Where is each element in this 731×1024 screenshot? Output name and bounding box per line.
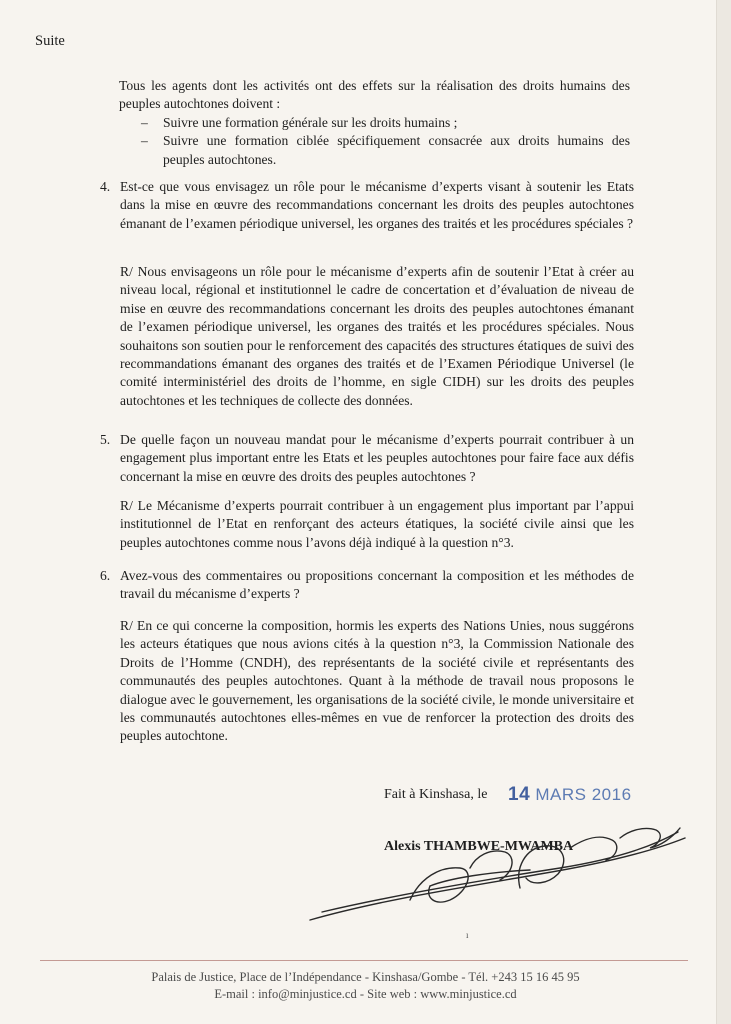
answer-6-text: R/ En ce qui concerne la composition, hormis les experts des Nations Unies, nous suggérons les acteurs étatiques que nous avions cités à la question n°3, la Commission Nationale des Droits de l’Homme (CNDH), des représentants de la société civile et représentants des communautés des peuples autochtones. Quant à la méthode de travail nous proposons le dialogue avec le gouvernement, les organisations de la société civile, le monde universitaire et les communautés autochtones elles-mêmes en vue de renforcer la protection des droits des peuples autochtone. — [120, 618, 634, 744]
question-4-number: 4. — [100, 179, 111, 194]
question-5-text: De quelle façon un nouveau mandat pour le mécanisme d’experts pourrait contribuer à un engagement plus important entre les Etats et les peuples autochtones pour faire face aux défis concernant la mise en œuvre des droits des peuples autochtones ? — [120, 432, 634, 484]
date-stamp — [508, 784, 632, 806]
intro-item-text: Suivre une formation ciblée spécifiquement consacrée aux droits humains des peuples autochtones. — [163, 133, 630, 167]
handwritten-signature — [300, 808, 700, 938]
dash-bullet: – — [141, 133, 148, 149]
small-mark-icon: ı — [466, 930, 469, 940]
dash-bullet: – — [141, 114, 148, 130]
place-date-line: Fait à Kinshasa, le — [384, 787, 488, 802]
footer-address: Palais de Justice, Place de l’Indépendance - Kinshasa/Gombe - Tél. +243 15 16 45 95 — [151, 970, 580, 984]
signer-name: Alexis THAMBWE-MWAMBA — [384, 839, 574, 854]
suite-label: Suite — [35, 33, 65, 49]
intro-block — [119, 77, 630, 169]
question-6-number: 6. — [100, 568, 111, 583]
question-6-text: Avez-vous des commentaires ou propositions concernant la composition et les méthodes de travail du mécanisme d’experts ? — [120, 568, 634, 602]
answer-4-text: R/ Nous envisageons un rôle pour le mécanisme d’experts afin de soutenir l’Etat à créer au niveau local, régional et institutionnel le cadre de concertation et d’évaluation de niveau de mise en œuvre des recommandations concernant les droits des peuples autochtones émanant de l’examen périodique universel, les organes des traités et les procédures spéciales. Nous souhaitons son soutien pour le renforcement des capacités des structures étatiques de suivi des recommandations émanant des organes des traités et de l’Examen Périodique Universel (le comité interministériel des droits de l’homme, en sigle CIDH) sur les droits des peuples autochtones et les techniques de collecte des données. — [120, 264, 634, 408]
stamp-day: 14 — [508, 784, 531, 805]
footer-contact: E-mail : info@minjustice.cd - Site web : www.minjustice.cd — [214, 987, 517, 1001]
stamp-month-year: MARS 2016 — [535, 785, 632, 804]
question-5-number: 5. — [100, 432, 111, 447]
intro-item-2 — [119, 132, 630, 169]
intro-text: Tous les agents dont les activités ont des effets sur la réalisation des droits humains des peuples autochtones doivent : — [119, 78, 630, 112]
intro-item-1 — [119, 114, 630, 132]
page-edge — [716, 0, 731, 1024]
answer-5-text: R/ Le Mécanisme d’experts pourrait contribuer à un engagement plus important par l’appui institutionnel de l’Etat en renforçant des acteurs étatiques, la société civile ainsi que les peuples autochtones comme nous l’avons déjà indiqué à la question n°3. — [120, 498, 634, 550]
question-4-text: Est-ce que vous envisagez un rôle pour le mécanisme d’experts visant à soutenir les Etats dans la mise en œuvre des recommandations concernant les droits des peuples autochtones émanant de l’examen périodique universel, les organes des traités et les procédures spéciales ? — [120, 179, 634, 231]
intro-item-text: Suivre une formation générale sur les droits humains ; — [163, 114, 458, 130]
footer-rule — [40, 960, 688, 961]
